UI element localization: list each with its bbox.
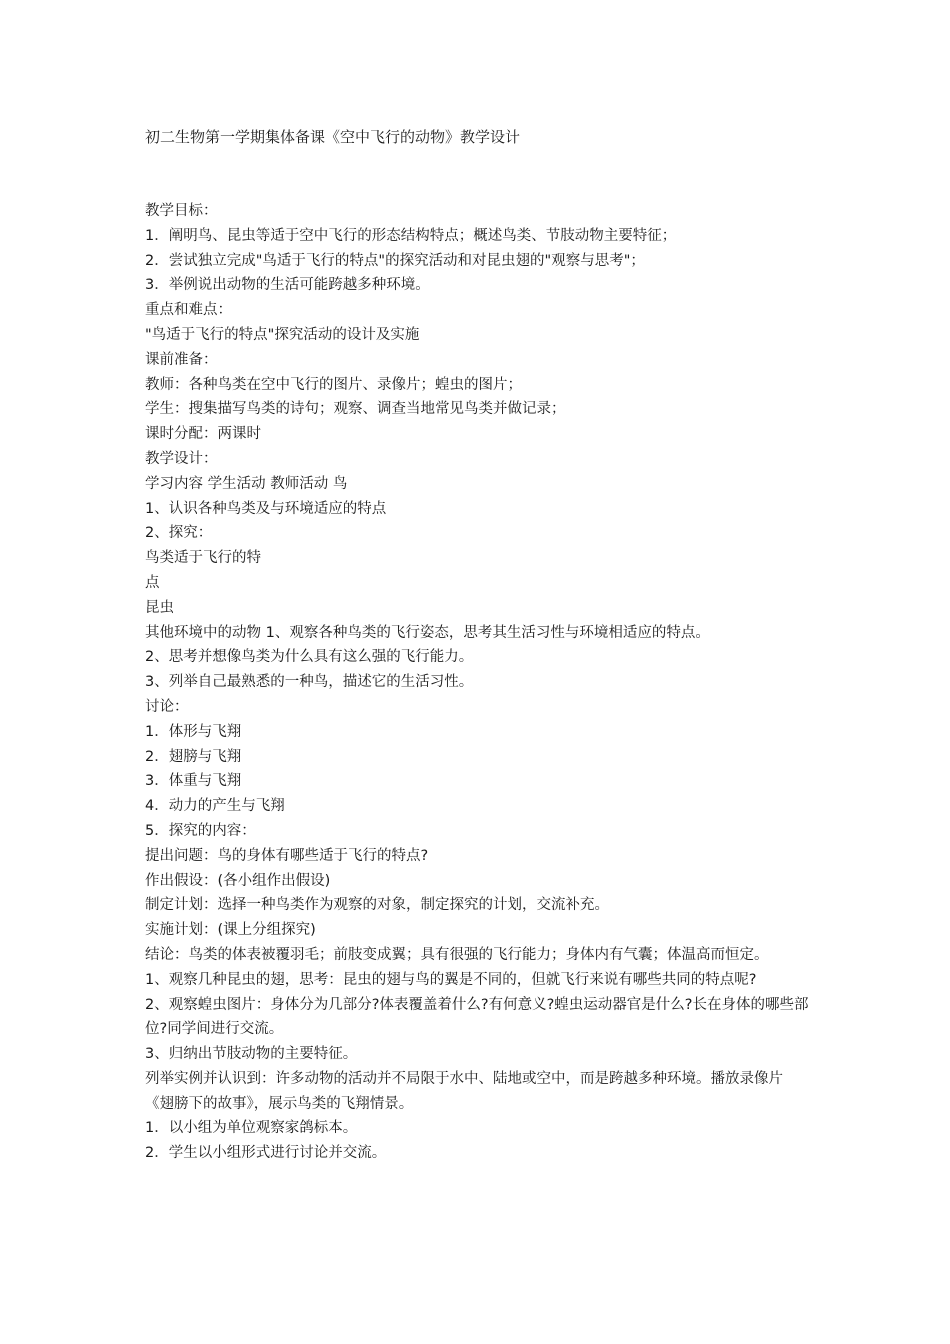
body-line: 结论：鸟类的体表被覆羽毛；前肢变成翼；具有很强的飞行能力；身体内有气囊；体温高而恒定。: [145, 946, 769, 963]
body-line: 其他环境中的动物 1、观察各种鸟类的飞行姿态，思考其生活习性与环境相适应的特点。: [145, 624, 710, 641]
body-line: 作出假设：(各小组作出假设): [145, 872, 331, 889]
body-line: 课前准备：: [145, 351, 218, 368]
body-line: 1．以小组为单位观察家鸽标本。: [145, 1120, 358, 1137]
body-line: 教师：各种鸟类在空中飞行的图片、录像片；蝗虫的图片；: [145, 376, 522, 393]
body-line: 1、认识各种鸟类及与环境适应的特点: [145, 500, 387, 517]
body-line: 教学设计：: [145, 450, 218, 467]
body-line: 3．举例说出动物的生活可能跨越多种环境。: [145, 277, 430, 294]
body-line: 点: [145, 574, 160, 591]
body-line: 实施计划：(课上分组探究): [145, 922, 316, 939]
body-line: "鸟适于飞行的特点"探究活动的设计及实施: [145, 326, 420, 343]
body-line: 学习内容 学生活动 教师活动 鸟: [145, 475, 348, 492]
body-line: 3、列举自己最熟悉的一种鸟，描述它的生活习性。: [145, 674, 474, 691]
body-line: 学生：搜集描写鸟类的诗句；观察、调查当地常见鸟类并做记录；: [145, 401, 566, 418]
document-body: [145, 199, 810, 1166]
document-title: 初二生物第一学期集体备课《空中飞行的动物》教学设计: [145, 128, 521, 146]
body-line: 2．学生以小组形式进行讨论并交流。: [145, 1145, 387, 1162]
body-line: 讨论：: [145, 698, 189, 715]
body-line: 列举实例并认识到：许多动物的活动并不局限于水中、陆地或空中，而是跨越多种环境。播放录像片《翅膀下的故事》，展示鸟类的飞翔情景。: [145, 1070, 783, 1112]
body-line: 1．体形与飞翔: [145, 723, 242, 740]
body-line: 课时分配：两课时: [145, 426, 261, 443]
body-line: 5．探究的内容：: [145, 822, 256, 839]
body-line: 2．尝试独立完成"鸟适于飞行的特点"的探究活动和对昆虫翅的"观察与思考"；: [145, 252, 645, 269]
body-line: 2．翅膀与飞翔: [145, 748, 242, 765]
body-line: 1、观察几种昆虫的翅，思考：昆虫的翅与鸟的翼是不同的，但就飞行来说有哪些共同的特点呢?: [145, 971, 757, 988]
body-line: 昆虫: [145, 599, 174, 616]
body-line: 3、归纳出节肢动物的主要特征。: [145, 1046, 358, 1063]
body-line: 1．阐明鸟、昆虫等适于空中飞行的形态结构特点；概述鸟类、节肢动物主要特征；: [145, 227, 677, 244]
body-line: 2、思考并想像鸟类为什么具有这么强的飞行能力。: [145, 649, 474, 666]
body-line: 2、观察蝗虫图片：身体分为几部分?体表覆盖着什么?有何意义?蝗虫运动器官是什么?长在身体的哪些部位?同学间进行交流。: [145, 996, 809, 1038]
body-line: 4．动力的产生与飞翔: [145, 798, 285, 815]
body-line: 2、探究：: [145, 525, 213, 542]
body-line: 3．体重与飞翔: [145, 773, 242, 790]
body-line: 鸟类适于飞行的特: [145, 550, 261, 567]
body-line: 重点和难点：: [145, 302, 232, 319]
body-line: 教学目标：: [145, 203, 218, 219]
body-line: 制定计划：选择一种鸟类作为观察的对象，制定探究的计划，交流补充。: [145, 897, 609, 914]
body-line: 提出问题：鸟的身体有哪些适于飞行的特点?: [145, 847, 429, 864]
